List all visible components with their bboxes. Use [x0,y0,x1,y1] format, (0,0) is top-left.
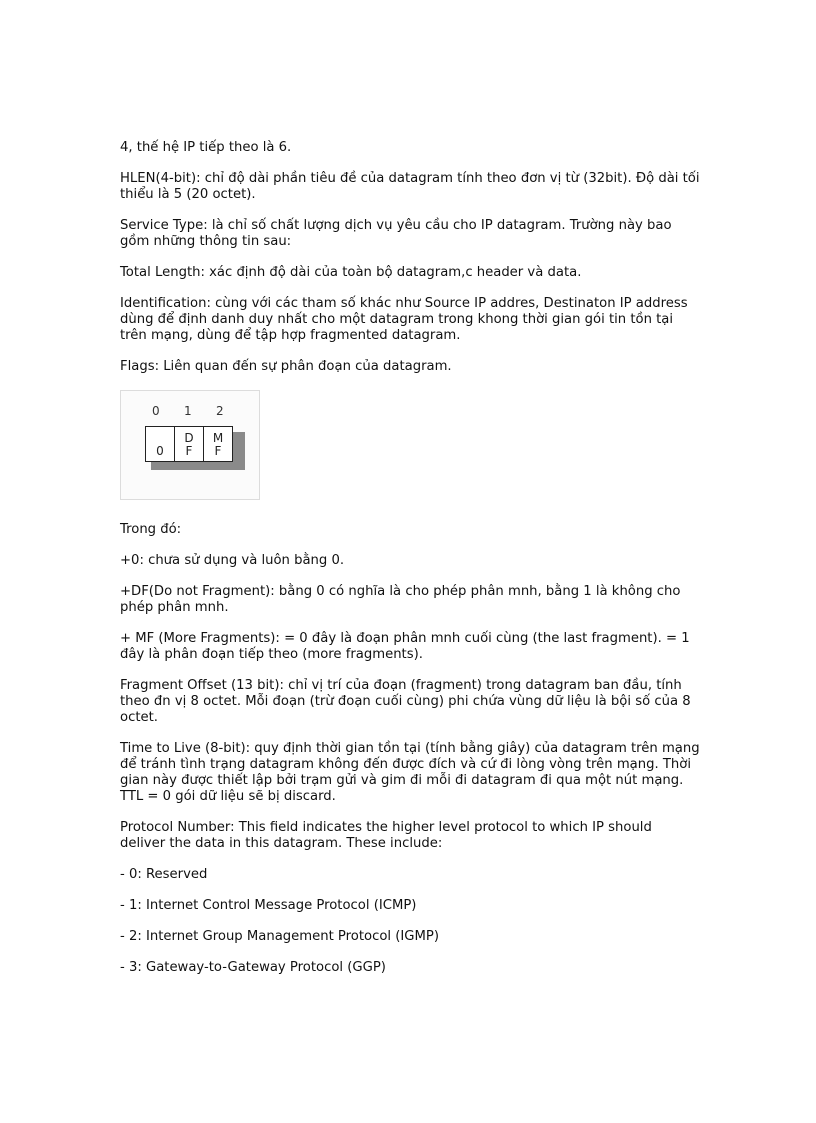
flag-cell-df-bottom: F [185,444,193,458]
flag-cell-reserved-label: 0 [156,444,164,458]
bit-label-2: 2 [216,404,224,418]
flag-cell-df-text [175,432,203,458]
bit-label-0: 0 [152,404,160,418]
flag-cell-mf [203,426,233,462]
paragraph-df: +DF(Do not Fragment): bằng 0 có nghĩa là cho phép phân mnh, bằng 1 là không cho phép phân mnh. [120,584,685,615]
flag-cell-mf-top: M [212,431,224,445]
flag-cell-mf-bottom: F [214,444,222,458]
paragraph-hlen: HLEN(4-bit): chỉ độ dài phần tiêu đề của datagram tính theo đơn vị từ (32bit). Độ dài tối thiểu là 5 (20 octet). [120,171,704,202]
list-item-protocol-2: - 2: Internet Group Management Protocol (IGMP) [120,929,439,944]
bit-label-1: 1 [184,404,192,418]
paragraph-fragment-offset: Fragment Offset (13 bit): chỉ vị trí của đoạn (fragment) trong datagram ban đầu, tính theo đn vị 8 octet. Mỗi đoạn (trừ đoạn cuối cùng) phi chứa vùng dữ liệu là bội số của 8 octet. [120,678,695,725]
list-item-protocol-1: - 1: Internet Control Message Protocol (ICMP) [120,898,417,913]
paragraph-flags: Flags: Liên quan đến sự phân đoạn của datagram. [120,359,452,374]
paragraph-identification: Identification: cùng với các tham số khác như Source IP addres, Destinaton IP address dùng để định danh duy nhất cho một datagram trong khong thời gian gói tin tồn tại trên mạng, dùng để tập hợp fragmented datagram. [120,296,692,343]
flags-diagram [120,390,260,500]
flags-cells [145,426,239,464]
list-item-protocol-0: - 0: Reserved [120,867,208,882]
flag-cell-df-top: D [184,431,194,445]
paragraph-trong-do: Trong đó: [120,522,182,537]
list-item-protocol-3: - 3: Gateway-to-Gateway Protocol (GGP) [120,960,386,975]
paragraph-bit-0: +0: chưa sử dụng và luôn bằng 0. [120,553,345,568]
paragraph-total-length: Total Length: xác định độ dài của toàn bộ datagram,c header và data. [120,265,582,280]
paragraph-service-type: Service Type: là chỉ số chất lượng dịch vụ yêu cầu cho IP datagram. Trường này bao gồm những thông tin sau: [120,218,676,249]
flag-cell-df [174,426,204,462]
document-page [120,140,704,991]
flag-cell-mf-text [204,432,232,458]
flag-cell-reserved [145,426,175,462]
paragraph-ip-version-note: 4, thế hệ IP tiếp theo là 6. [120,140,292,155]
paragraph-protocol-number: Protocol Number: This field indicates the higher level protocol to which IP should deliver the data in this datagram. These include: [120,820,657,851]
paragraph-ttl: Time to Live (8-bit): quy định thời gian tồn tại (tính bằng giây) của datagram trên mạng để tránh tình trạng datagram không đến được đích và cứ đi lòng vòng trên mạng. Thời gian này được thiết lập bởi trạm gửi và gim đi mỗi đi datagram đi qua một nút mạng. TTL = 0 gói dữ liệu sẽ bị discard. [120,741,704,804]
paragraph-mf: + MF (More Fragments): = 0 đây là đoạn phân mnh cuối cùng (the last fragment). = 1 đây là phân đoạn tiếp theo (more fragments). [120,631,694,662]
